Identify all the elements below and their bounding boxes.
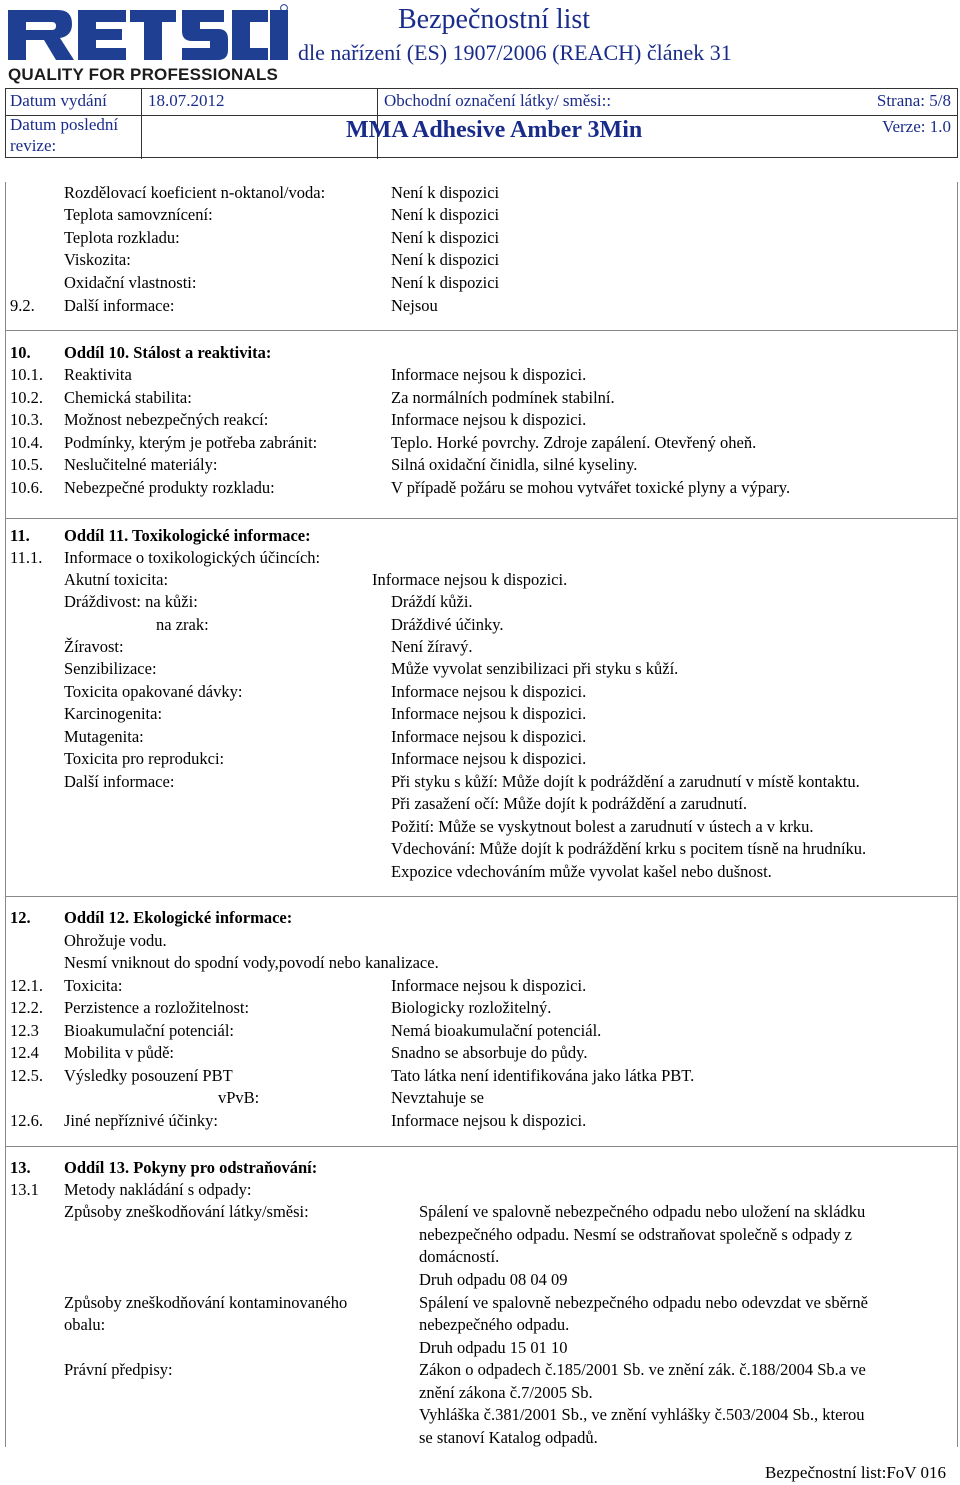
row-label: Další informace: bbox=[64, 772, 175, 791]
row-value: Tato látka není identifikována jako látka PBT. bbox=[391, 1066, 695, 1085]
row-value: Nevztahuje se bbox=[391, 1088, 484, 1107]
issue-label-cell bbox=[6, 89, 142, 115]
further-info-line: Expozice vdechováním může vyvolat kašel nebo dušnost. bbox=[391, 862, 772, 881]
product-name: MMA Adhesive Amber 3Min bbox=[346, 117, 643, 143]
page-footer: Bezpečnostní list:FoV 016 bbox=[764, 1463, 946, 1482]
further-info-line: Požití: Může se vyskytnout bolest a zarudnutí v ústech a v krku. bbox=[391, 817, 814, 836]
legal-line: Zákon o odpadech č.185/2001 Sb. ve znění zák. č.188/2004 Sb.a ve bbox=[419, 1360, 866, 1379]
prop-value: Není k dispozici bbox=[391, 273, 500, 292]
further-info-line: Vdechování: Může dojít k podráždění krku s pocitem tísně na hrudníku. bbox=[391, 839, 867, 858]
row-label: Senzibilizace: bbox=[64, 659, 157, 678]
row-number: 12.1. bbox=[10, 976, 43, 995]
prop-number: 9.2. bbox=[10, 296, 35, 315]
section-number: 12. bbox=[10, 908, 31, 927]
section-title: Oddíl 13. Pokyny pro odstraňování: bbox=[64, 1158, 318, 1177]
prop-label: Viskozita: bbox=[64, 250, 131, 269]
row-label: Jiné nepříznivé účinky: bbox=[64, 1111, 218, 1130]
legal-line: se stanoví Katalog odpadů. bbox=[419, 1428, 598, 1447]
row-label: obalu: bbox=[64, 1315, 106, 1334]
disposal-line: nebezpečného odpadu. Nesmí se odstraňovat společně s odpady z bbox=[419, 1225, 852, 1244]
row-value: Informace nejsou k dispozici. bbox=[391, 410, 587, 429]
row-number: 10.1. bbox=[10, 365, 43, 384]
row-label: Podmínky, kterým je potřeba zabránit: bbox=[64, 433, 318, 452]
section-number: 11. bbox=[10, 526, 30, 545]
disposal-line: Druh odpadu 08 04 09 bbox=[419, 1270, 568, 1289]
row-value: Dráždí kůži. bbox=[391, 592, 473, 611]
prop-value: Nejsou bbox=[391, 296, 438, 315]
row-number: 12.5. bbox=[10, 1066, 43, 1085]
prop-value: Není k dispozici bbox=[391, 228, 500, 247]
row-value: Nemá bioakumulační potenciál. bbox=[391, 1021, 602, 1040]
intro-line: Ohrožuje vodu. bbox=[64, 931, 167, 950]
row-label: Toxicita opakované dávky: bbox=[64, 682, 243, 701]
company-logo bbox=[6, 4, 296, 82]
subsection-title: Informace o toxikologických účincích: bbox=[64, 548, 321, 567]
row-label: vPvB: bbox=[218, 1088, 260, 1107]
prop-value: Není k dispozici bbox=[391, 205, 500, 224]
row-value: Informace nejsou k dispozici. bbox=[391, 1111, 587, 1130]
prop-value: Není k dispozici bbox=[391, 250, 500, 269]
disposal-line: Druh odpadu 15 01 10 bbox=[419, 1338, 568, 1357]
legal-line: Vyhláška č.381/2001 Sb., ve znění vyhlášky č.503/2004 Sb., kterou bbox=[419, 1405, 865, 1424]
row-label: Perzistence a rozložitelnost: bbox=[64, 998, 250, 1017]
row-value: Informace nejsou k dispozici. bbox=[391, 704, 587, 723]
document-subtitle: dle nařízení (ES) 1907/2006 (REACH) článek 31 bbox=[298, 40, 732, 65]
row-label: Způsoby zneškodňování látky/směsi: bbox=[64, 1202, 309, 1221]
row-value: V případě požáru se mohou vytvářet toxické plyny a výpary. bbox=[391, 478, 791, 497]
row-label: Mobilita v půdě: bbox=[64, 1043, 174, 1062]
disposal-line: domácností. bbox=[419, 1247, 500, 1266]
row-label: Neslučitelné materiály: bbox=[64, 455, 218, 474]
row-label: Bioakumulační potenciál: bbox=[64, 1021, 234, 1040]
prop-label: Další informace: bbox=[64, 296, 175, 315]
row-label: Dráždivost: na kůži: bbox=[64, 592, 198, 611]
row-number: 10.4. bbox=[10, 433, 43, 452]
document-title: Bezpečnostní list bbox=[398, 4, 591, 35]
trade-name-label: Obchodní označení látky/ směsi:: bbox=[384, 91, 612, 110]
row-number: 12.6. bbox=[10, 1111, 43, 1130]
issue-label: Datum vydání bbox=[10, 91, 107, 110]
document-header-table bbox=[5, 88, 958, 158]
legal-line: znění zákona č.7/2005 Sb. bbox=[419, 1383, 593, 1402]
frame-left-border bbox=[5, 182, 6, 1447]
row-number: 10.6. bbox=[10, 478, 43, 497]
further-info-line: Při styku s kůží: Může dojít k podráždění a zarudnutí v místě kontaktu. bbox=[391, 772, 860, 791]
prop-label: Rozdělovací koeficient n-oktanol/voda: bbox=[64, 183, 326, 202]
row-label: Mutagenita: bbox=[64, 727, 144, 746]
row-label: Nebezpečné produkty rozkladu: bbox=[64, 478, 275, 497]
section-divider bbox=[5, 896, 958, 897]
row-label: Výsledky posouzení PBT bbox=[64, 1066, 233, 1085]
version-label: Verze: 1.0 bbox=[882, 117, 951, 136]
disposal-line: Spálení ve spalovně nebezpečného odpadu nebo uložení na skládku bbox=[419, 1202, 866, 1221]
frame-right-border bbox=[957, 182, 958, 1447]
row-number: 10.3. bbox=[10, 410, 43, 429]
row-label: Možnost nebezpečných reakcí: bbox=[64, 410, 269, 429]
disposal-line: Spálení ve spalovně nebezpečného odpadu nebo odevzdat ve sběrně bbox=[419, 1293, 868, 1312]
intro-line: Nesmí vniknout do spodní vody,povodí nebo kanalizace. bbox=[64, 953, 439, 972]
page-number: Strana: 5/8 bbox=[876, 91, 951, 110]
revision-label-line1: Datum poslední bbox=[10, 115, 119, 134]
row-value: Dráždivé účinky. bbox=[391, 615, 504, 634]
section-title: Oddíl 11. Toxikologické informace: bbox=[64, 526, 311, 545]
issue-date-cell bbox=[142, 89, 378, 115]
row-value: Není žíravý. bbox=[391, 637, 473, 656]
row-value: Může vyvolat senzibilizaci při styku s kůží. bbox=[391, 659, 679, 678]
row-number: 10.2. bbox=[10, 388, 43, 407]
logo-tagline: QUALITY FOR PROFESSIONALS bbox=[8, 65, 279, 84]
section-divider bbox=[5, 518, 958, 519]
revision-label-cell bbox=[6, 115, 142, 159]
subsection-number: 13.1 bbox=[10, 1180, 39, 1199]
issue-date: 18.07.2012 bbox=[148, 91, 225, 110]
row-label: Právní předpisy: bbox=[64, 1360, 173, 1379]
row-number: 10.5. bbox=[10, 455, 43, 474]
section-number: 13. bbox=[10, 1158, 31, 1177]
row-value: Za normálních podmínek stabilní. bbox=[391, 388, 615, 407]
row-value: Informace nejsou k dispozici. bbox=[391, 749, 587, 768]
row-label: Toxicita pro reprodukci: bbox=[64, 749, 225, 768]
row-value: Snadno se absorbuje do půdy. bbox=[391, 1043, 588, 1062]
row-value: Silná oxidační činidla, silné kyseliny. bbox=[391, 455, 638, 474]
further-info-line: Při zasažení očí: Může dojít k podráždění a zarudnutí. bbox=[391, 794, 747, 813]
row-label: na zrak: bbox=[156, 615, 209, 634]
prop-value: Není k dispozici bbox=[391, 183, 500, 202]
header-row-issue bbox=[6, 89, 957, 116]
row-value: Informace nejsou k dispozici. bbox=[372, 570, 568, 589]
row-number: 12.4 bbox=[10, 1043, 39, 1062]
logo-wordmark-icon bbox=[6, 4, 290, 64]
row-label: Žíravost: bbox=[64, 637, 124, 656]
section-divider bbox=[5, 1146, 958, 1147]
disposal-line: nebezpečného odpadu. bbox=[419, 1315, 570, 1334]
row-value: Informace nejsou k dispozici. bbox=[391, 365, 587, 384]
section-divider bbox=[5, 330, 958, 331]
prop-label: Teplota rozkladu: bbox=[64, 228, 180, 247]
section-number: 10. bbox=[10, 343, 31, 362]
prop-label: Oxidační vlastnosti: bbox=[64, 273, 197, 292]
row-label: Karcinogenita: bbox=[64, 704, 163, 723]
section-title: Oddíl 12. Ekologické informace: bbox=[64, 908, 293, 927]
row-number: 12.3 bbox=[10, 1021, 39, 1040]
row-value: Teplo. Horké povrchy. Zdroje zapálení. Otevřený oheň. bbox=[391, 433, 757, 452]
revision-label-line2: revize: bbox=[10, 136, 57, 155]
row-value: Biologicky rozložitelný. bbox=[391, 998, 552, 1017]
row-value: Informace nejsou k dispozici. bbox=[391, 976, 587, 995]
row-number: 12.2. bbox=[10, 998, 43, 1017]
row-label: Toxicita: bbox=[64, 976, 123, 995]
row-label: Chemická stabilita: bbox=[64, 388, 192, 407]
row-value: Informace nejsou k dispozici. bbox=[391, 682, 587, 701]
subsection-title: Metody nakládání s odpady: bbox=[64, 1180, 252, 1199]
revision-date-cell bbox=[142, 115, 378, 159]
section-title: Oddíl 10. Stálost a reaktivita: bbox=[64, 343, 272, 362]
prop-label: Teplota samovznícení: bbox=[64, 205, 213, 224]
row-label: Způsoby zneškodňování kontaminovaného bbox=[64, 1293, 348, 1312]
subsection-number: 11.1. bbox=[10, 548, 43, 567]
row-label: Akutní toxicita: bbox=[64, 570, 169, 589]
row-value: Informace nejsou k dispozici. bbox=[391, 727, 587, 746]
row-label: Reaktivita bbox=[64, 365, 132, 384]
